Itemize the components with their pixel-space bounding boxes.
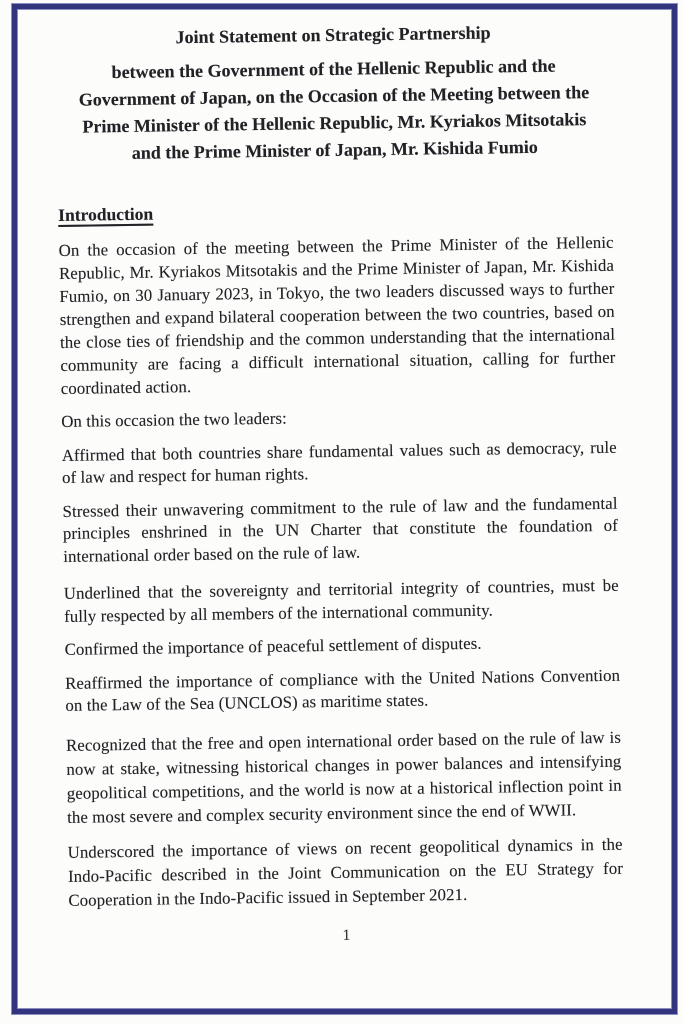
paragraph-underlined-sovereignty: Underlined that the sovereignty and territorial integrity of countries, must be fully respected by all members of the international community.	[63, 575, 619, 626]
paragraph-reaffirmed-unclos: Reaffirmed the importance of compliance with the United Nations Convention on the Law of the Sea (UNCLOS) as maritime states.	[64, 665, 621, 715]
page-number: 1	[342, 926, 351, 944]
paragraph-affirmed-values: Affirmed that both countries share fundamental values such as democracy, rule of law and respect for human rights.	[61, 437, 617, 487]
paragraph-stressed-rule-of-law: Stressed their unwavering commitment to the rule of law and the fundamental principles enshrined in the UN Charter that constitute the foundation of international order based on the rule of law.	[62, 493, 618, 566]
section-heading-introduction	[58, 196, 613, 227]
paragraph-occasion-of-meeting: On the occasion of the meeting between the Prime Minister of the Hellenic Republic, Mr. Kyriakos Mitsotakis and the Prime Minister of Japan, Mr. Kishida Fumio, on 30 January 2023, in Tokyo, the two leaders discussed ways to further strengthen and expand bilateral cooperation between the two countries, based on the close ties of friendship and the common understanding that the international community are facing a difficult international situation, calling for further coordinated action.	[58, 232, 616, 398]
section-heading-text: Introduction	[58, 203, 154, 225]
title-line-3: Government of Japan, on the Occasion of the Meeting between the	[78, 82, 590, 110]
paragraph-underscored-indo-pacific: Underscored the importance of views on recent geopolitical dynamics in the Indo-Pacific described in the Joint Communication on the EU Strategy for Cooperation in the Indo-Pacific issued in September 2021.	[67, 834, 624, 910]
title-line-2: between the Government of the Hellenic Republic and the	[111, 55, 556, 83]
paragraph-two-leaders-intro: On this occasion the two leaders:	[61, 408, 287, 431]
title-line-4: Prime Minister of the Hellenic Republic, Mr. Kyriakos Mitsotakis	[82, 109, 587, 137]
document-body	[55, 0, 624, 950]
title-line-1: Joint Statement on Strategic Partnership	[175, 22, 491, 48]
document-title	[55, 18, 612, 168]
paragraph-recognized-order-at-stake: Recognized that the free and open international order based on the rule of law is now at stake, witnessing historical changes in power balances and intensifying geopolitical competitions, and the world is now at a historical inflection point in the most severe and complex security environment since the end of WWII.	[65, 727, 622, 827]
paragraph-confirmed-disputes: Confirmed the importance of peaceful settlement of disputes.	[64, 633, 482, 659]
title-line-5: and the Prime Minister of Japan, Mr. Kishida Fumio	[131, 136, 538, 163]
